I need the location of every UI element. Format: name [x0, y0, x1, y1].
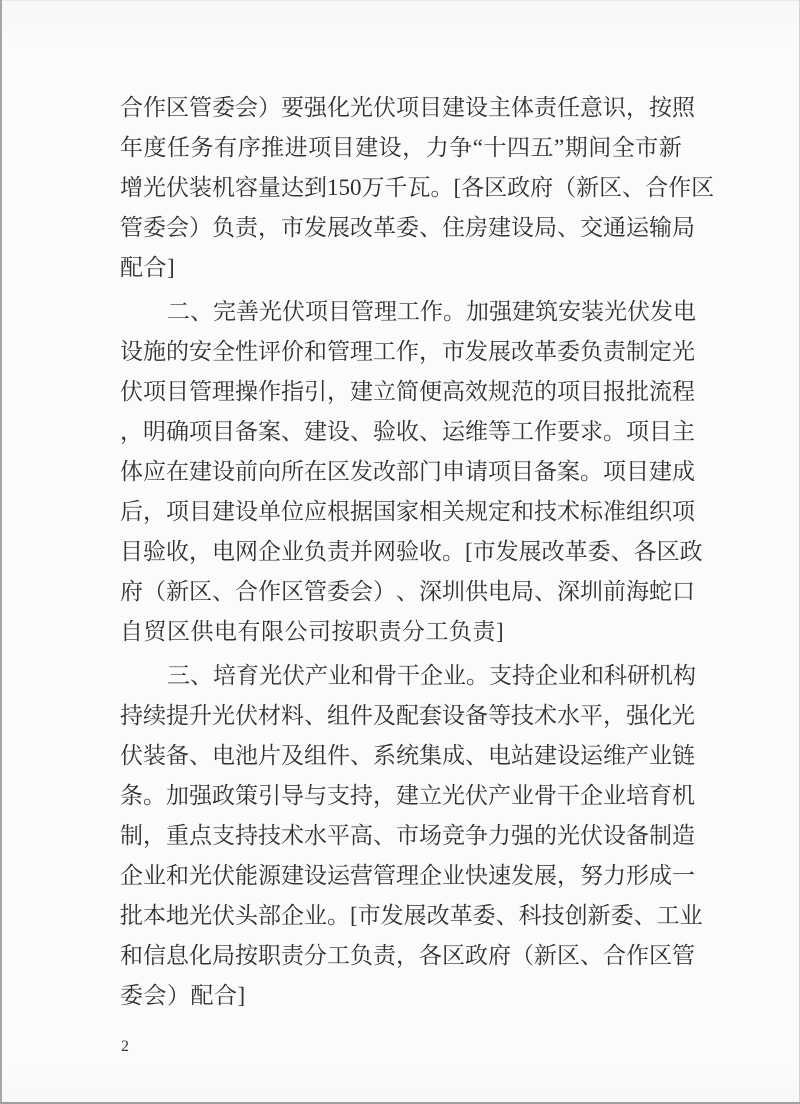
paragraph: [120, 656, 703, 1016]
text-line: 委会）配合]: [120, 983, 246, 1008]
paragraph: [120, 88, 715, 288]
text-line: 持 续 提 升 光 伏 材 料 、 组 件 及 配 套 设 备 等 技 术 水 平 ， 强 化 光: [120, 703, 695, 728]
text-line: 管 委 会 ） 负 责 ， 市 发 展 改 革 委 、 住 房 建 设 局 、 交 通 运 输 局: [120, 215, 695, 240]
scan-edge-left: [0, 0, 2, 1104]
text-line: 年 度 任 务 有 序 推 进 项 目 建 设 ， 力 争 “ 十 四 五 ” 期 间 全 市 新: [120, 135, 682, 160]
page-number: 2: [121, 1038, 129, 1055]
text-line: 条 。 加 强 政 策 引 导 与 支 持 ， 建 立 光 伏 产 业 骨 干 企 业 培 育 机: [120, 783, 695, 808]
scan-edge-top: [0, 0, 800, 1]
text-line: 自贸区供电有限公司按职责分工负责]: [120, 619, 505, 644]
text-line: 企 业 和 光 伏 能 源 建 设 运 营 管 理 企 业 快 速 发 展 ， 努 力 形 成 一: [120, 863, 695, 888]
text-line: 府 （ 新 区 、 合 作 区 管 委 会 ） 、 深 圳 供 电 局 、 深 圳 前 海 蛇 口: [120, 579, 695, 604]
text-line: 和 信 息 化 局 按 职 责 分 工 负 责 ， 各 区 政 府 （ 新 区 、 合 作 区 管: [120, 943, 695, 968]
text-line: 体 应 在 建 设 前 向 所 在 区 发 改 部 门 申 请 项 目 备 案 。 项 目 建 成: [120, 459, 695, 484]
text-line: 设 施 的 安 全 性 评 价 和 管 理 工 作 ， 市 发 展 改 革 委 负 责 制 定 光: [120, 339, 695, 364]
text-line: 合 作 区 管 委 会 ） 要 强 化 光 伏 项 目 建 设 主 体 责 任 意 识 ， 按 照: [120, 95, 695, 120]
text-line: 伏 项 目 管 理 操 作 指 引 ， 建 立 简 便 高 效 规 范 的 项 目 报 批 流 程: [120, 379, 695, 404]
text-line: 制 ， 重 点 支 持 技 术 水 平 高 、 市 场 竞 争 力 强 的 光 伏 设 备 制 造: [120, 823, 695, 848]
document-body: [120, 88, 715, 1016]
text-line: 二 、 完 善 光 伏 项 目 管 理 工 作 。 加 强 建 筑 安 装 光 伏 发 电: [167, 299, 696, 324]
text-line: 增 光 伏 装 机 容 量 达 到 1 5 0 万 千 瓦 。 [ 各 区 政 府 （ 新 区 、 合 作 区: [120, 175, 715, 200]
text-line: 伏 装 备 、 电 池 片 及 组 件 、 系 统 集 成 、 电 站 建 设 运 维 产 业 链: [120, 743, 695, 768]
text-line: ， 明 确 项 目 备 案 、 建 设 、 验 收 、 运 维 等 工 作 要 求 。 项 目 主: [120, 419, 695, 444]
text-line: 配合]: [120, 255, 176, 280]
text-line: 后 ， 项 目 建 设 单 位 应 根 据 国 家 相 关 规 定 和 技 术 标 准 组 织 项: [120, 499, 695, 524]
text-line: 批 本 地 光 伏 头 部 企 业 。 [ 市 发 展 改 革 委 、 科 技 创 新 委 、 工 业: [120, 903, 703, 928]
paragraph: [120, 292, 703, 652]
text-line: 目 验 收 ， 电 网 企 业 负 责 并 网 验 收 。 [ 市 发 展 改 革 委 、 各 区 政: [120, 539, 703, 564]
text-line: 三 、 培 育 光 伏 产 业 和 骨 干 企 业 。 支 持 企 业 和 科 研 机 构: [167, 663, 696, 688]
